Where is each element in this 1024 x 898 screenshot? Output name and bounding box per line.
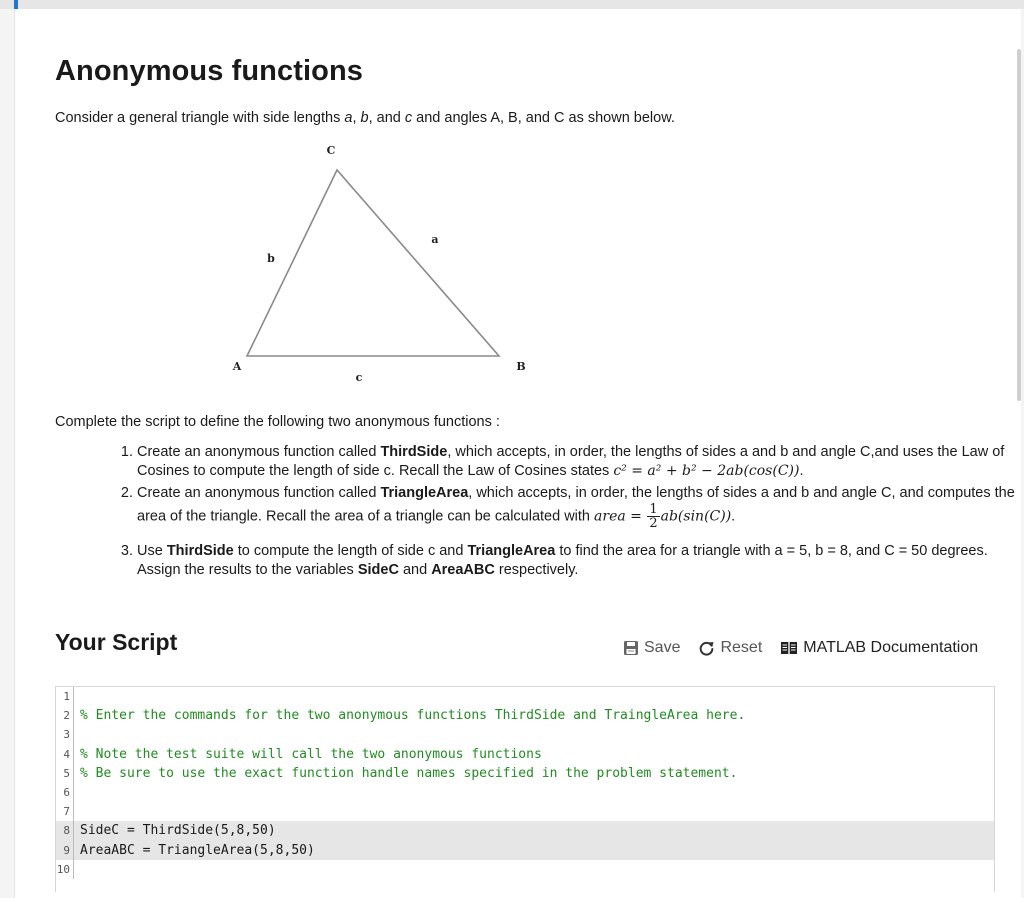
code-line-highlighted[interactable]: 8 SideC = ThirdSide(5,8,50) bbox=[56, 821, 994, 840]
task-item: 2. Create an anonymous function called TriangleArea, which accepts, in order, the lengths of sides a and b and angle C, and computes the area of the triangle. Recall the area of a triangle can be calculated with area = $\frac{1}{2}$ ab(sin(C)). bbox=[137, 484, 1017, 530]
save-button[interactable]: Save bbox=[623, 639, 680, 657]
code-line[interactable] bbox=[56, 687, 994, 706]
side-label-c: c bbox=[355, 371, 363, 384]
vertex-label-b: B bbox=[516, 360, 526, 373]
reset-arrow-icon bbox=[698, 640, 715, 657]
code-line[interactable] bbox=[56, 783, 994, 802]
vertex-label-a: A bbox=[232, 360, 242, 373]
vertex-label-c: C bbox=[326, 144, 336, 157]
code-line[interactable]: 4 % Note the test suite will call the two anonymous functions bbox=[56, 745, 994, 764]
line-number: 5 bbox=[56, 764, 74, 783]
task-item: 3. Use ThirdSide to compute the length of side c and TriangleArea to find the area for a triangle with a = 5, b = 8, and C = 50 degrees. Assign the results to the variables SideC and AreaABC respectively. bbox=[137, 542, 1017, 580]
page-title: Anonymous functions bbox=[55, 55, 363, 87]
top-bar-accent bbox=[14, 0, 18, 9]
line-number: 8 bbox=[56, 821, 74, 840]
line-number: 10 bbox=[56, 860, 74, 879]
line-number: 6 bbox=[56, 783, 74, 802]
line-number: 4 bbox=[56, 745, 74, 764]
code-line-highlighted[interactable]: 9 AreaABC = TriangleArea(5,8,50) bbox=[56, 841, 994, 860]
line-number: 3 bbox=[56, 725, 74, 744]
code-line[interactable] bbox=[56, 802, 994, 821]
code-line[interactable] bbox=[56, 725, 994, 744]
triangle-figure bbox=[215, 144, 535, 394]
line-number: 7 bbox=[56, 802, 74, 821]
law-of-cosines-formula: c² = a² + b² − 2ab(cos(C)) bbox=[613, 463, 800, 479]
code-line[interactable]: 5 % Be sure to use the exact function handle names specified in the problem statement. bbox=[56, 764, 994, 783]
intro-text: Consider a general triangle with side lengths a, b, and c and angles A, B, and C as shown below. bbox=[55, 110, 675, 126]
script-toolbar bbox=[623, 639, 978, 657]
top-bar bbox=[0, 0, 1024, 9]
line-number: 2 bbox=[56, 706, 74, 725]
matlab-documentation-link[interactable]: MATLAB Documentation bbox=[780, 639, 978, 657]
code-editor[interactable] bbox=[55, 686, 995, 892]
line-number: 9 bbox=[56, 841, 74, 860]
task-list bbox=[113, 443, 1017, 583]
book-icon bbox=[780, 640, 798, 656]
side-label-a: a bbox=[431, 233, 439, 246]
side-label-b: b bbox=[267, 252, 275, 265]
reset-button[interactable]: Reset bbox=[698, 639, 762, 657]
fraction: $\frac{1}{2}$ bbox=[649, 502, 658, 531]
code-line[interactable]: 2 % Enter the commands for the two anonymous functions ThirdSide and TraingleArea here. bbox=[56, 706, 994, 725]
problem-panel bbox=[14, 9, 1021, 898]
scrollbar[interactable] bbox=[1017, 49, 1021, 401]
instructions-lead: Complete the script to define the following two anonymous functions : bbox=[55, 414, 500, 430]
code-line[interactable] bbox=[56, 860, 994, 879]
floppy-disk-icon bbox=[623, 640, 639, 656]
task-item: 1. Create an anonymous function called ThirdSide, which accepts, in order, the lengths of sides a and b and angle C,and uses the Law of Cosines to compute the length of side c. Recall the Law of Cosines states c² = a² + b² − 2ab(cos(C)). bbox=[137, 443, 1017, 481]
triangle-shape bbox=[247, 170, 499, 356]
script-heading: Your Script bbox=[55, 629, 178, 655]
line-number: 1 bbox=[56, 687, 74, 706]
